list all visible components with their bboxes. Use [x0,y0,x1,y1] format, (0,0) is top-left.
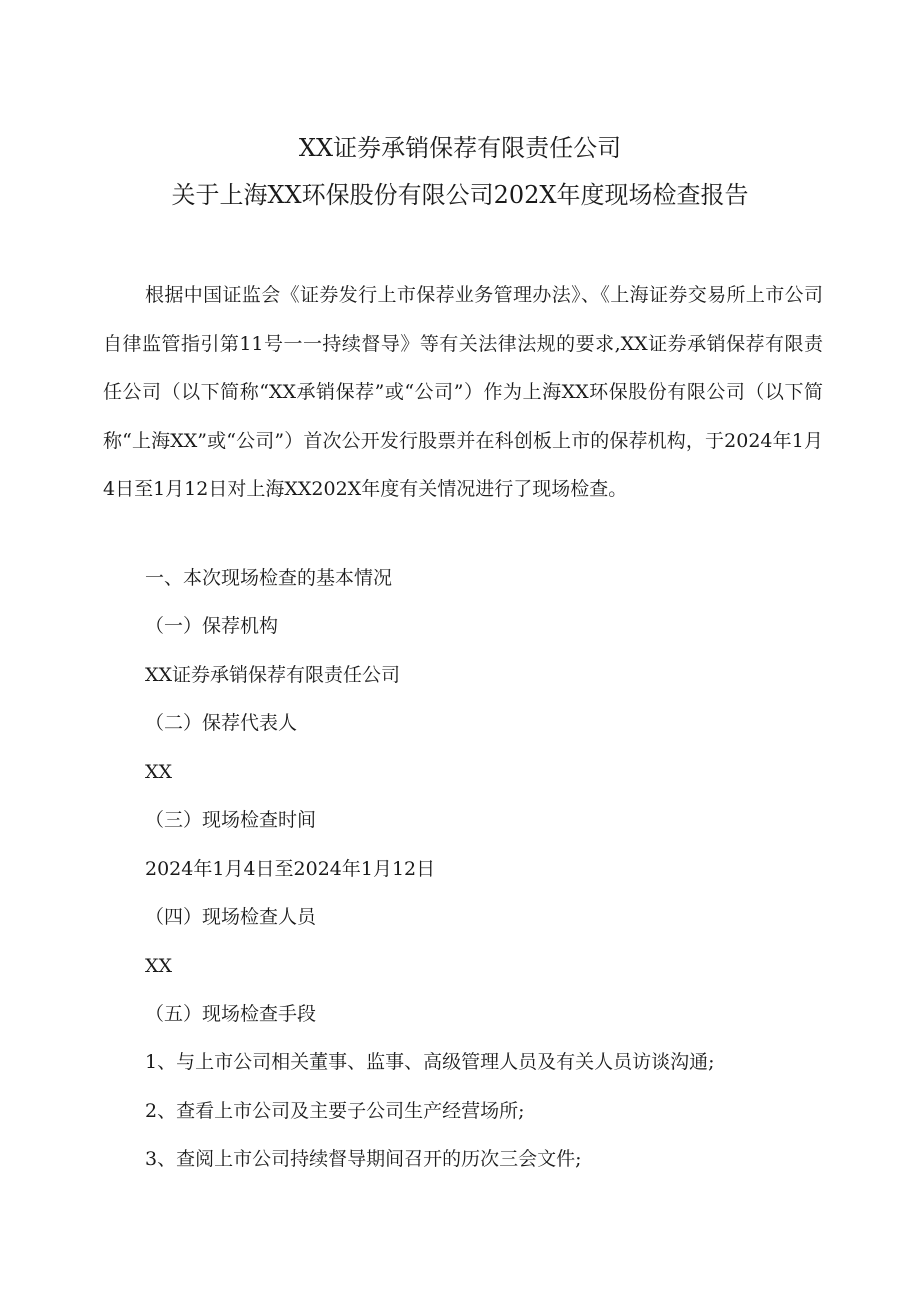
method-item-1: 1、与上市公司相关董事、监事、高级管理人员及有关人员访谈沟通; [145,1051,715,1073]
section-1-heading: 一、本次现场检查的基本情况 [145,567,393,589]
intro-paragraph: 根据中国证监会《证券发行上市保荐业务管理办法》、《上海证券交易所上市公司自律监管指引第11号一一持续督导》等有关法律法规的要求,XX证券承销保荐有限责任公司（以下简称“XX承销保荐”或“公司”）作为上海XX环保股份有限公司（以下简称“上海XX”或“公司”）首次公开发行股票并在科创板上市的保荐机构，于2024年1月4日至1月12日对上海XX202X年度有关情况进行了现场检查。 [103,284,823,500]
report-title-line-1: XX证券承销保荐有限责任公司 [298,134,622,162]
method-item-3: 3、查阅上市公司持续督导期间召开的历次三会文件; [145,1148,582,1170]
subsection-methods-heading: （五）现场检查手段 [145,1003,317,1025]
subsection-time-heading: （三）现场检查时间 [145,809,317,831]
subsection-staff-value: XX [145,955,173,977]
subsection-time-value: 2024年1月4日至2024年1月12日 [145,858,436,880]
report-title-line-2: 关于上海XX环保股份有限公司202X年度现场检查报告 [171,181,749,209]
subsection-representative-heading: （二）保荐代表人 [145,712,298,734]
subsection-sponsor-value: XX证券承销保荐有限责任公司 [145,664,401,686]
subsection-sponsor-heading: （一）保荐机构 [145,615,279,637]
subsection-staff-heading: （四）现场检查人员 [145,906,317,928]
method-item-2: 2、查看上市公司及主要子公司生产经营场所; [145,1100,525,1122]
subsection-representative-value: XX [145,761,173,783]
